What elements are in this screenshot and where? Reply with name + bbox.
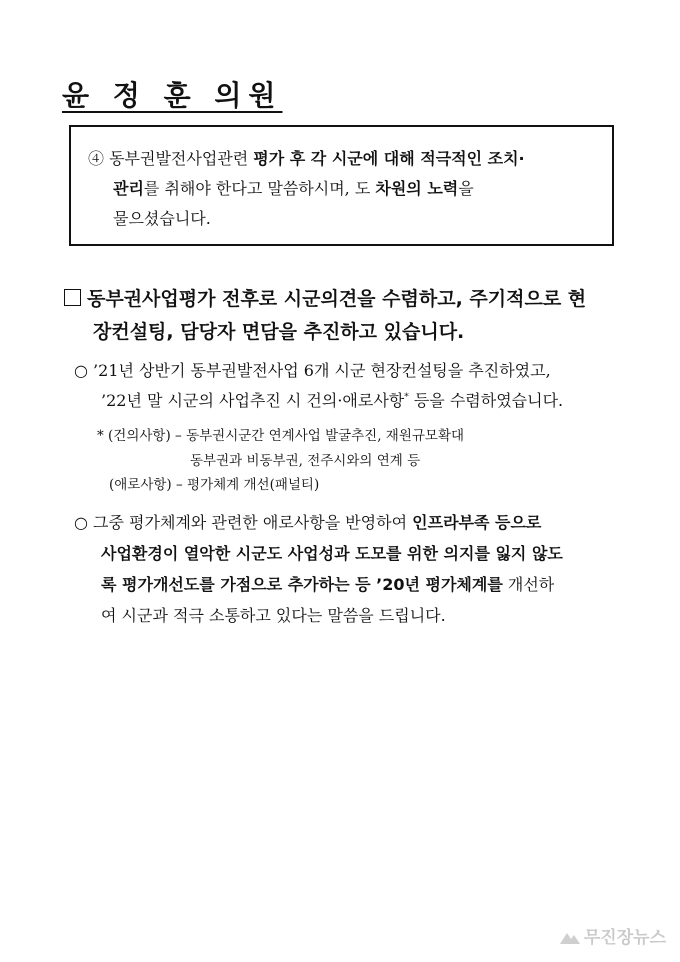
footnote-marker: * [404,392,409,403]
question-line-2-plain-b: 을 [458,179,474,198]
item2-line-3 [101,572,554,595]
watermark-text: 무진장뉴스 [583,928,666,948]
item2-line-1 [74,510,541,533]
item2-line-1-plain: ○ 그중 평가체계와 관련한 애로사항을 반영하여 [74,513,413,532]
mountain-logo-icon [559,929,581,945]
item1-line-2-tail: 등을 수렴하였습니다. [408,391,564,410]
item2-line-1-bold: 인프라부족 등으로 [412,513,542,532]
section-heading-line-1 [64,284,586,311]
item2-line-4: 여 시군과 적극 소통하고 있다는 말씀을 드립니다. [101,606,446,625]
page-title: 윤 정 훈 의원 [62,79,283,112]
question-line-2-bold-a: 관리 [113,179,144,198]
item2-line-2: 사업환경이 열악한 시군도 사업성과 도모를 위한 의지를 잃지 않도 [101,544,563,563]
section-heading-line-2: 장컨설팅, 담당자 면담을 추진하고 있습니다. [93,321,465,343]
note-line-1: * (건의사항) – 동부권시군간 연계사업 발굴추진, 재원규모확대 [97,428,465,444]
question-line-1-bold: 평가 후 각 시군에 대해 적극적인 조치· [253,149,525,168]
checkbox-square-icon [64,289,81,306]
section-heading-text-1: 동부권사업평가 전후로 시군의견을 수렴하고, 주기적으로 현 [87,288,587,310]
question-line-1-plain: ④ 동부권발전사업관련 [88,149,254,168]
note-line-3: (애로사항) – 평가체계 개선(패널티) [109,477,320,493]
item1-line-1: ○ ’21년 상반기 동부권발전사업 6개 시군 현장컨설팅을 추진하였고, [74,361,551,380]
item1-line-2 [101,388,563,411]
question-line-2 [113,176,474,199]
item2-line-3-bold: 록 평가개선도를 가점으로 추가하는 등 ’20년 평가체계를 [101,575,503,594]
item1-line-2-text: ’22년 말 시군의 사업추진 시 건의·애로사항 [101,391,405,410]
item2-line-3-plain: 개선하 [502,575,555,594]
question-line-1 [88,146,525,169]
question-line-3: 물으셨습니다. [113,209,211,228]
note-line-2: 동부권과 비동부권, 전주시와의 연계 등 [190,453,421,469]
question-line-2-bold-b: 차원의 노력 [375,179,459,198]
watermark [559,923,666,948]
question-line-2-plain-a: 를 취해야 한다고 말씀하시며, 도 [143,179,376,198]
